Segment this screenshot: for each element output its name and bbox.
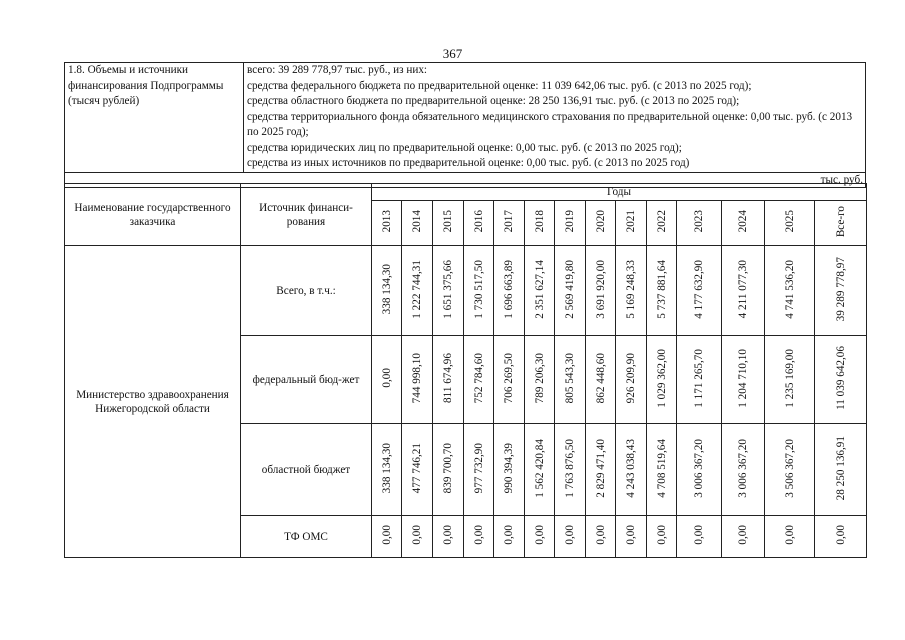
amount-value: 338 134,30 [380,442,393,494]
amount-value: 1 562 420,84 [533,438,546,498]
value-cell [586,336,616,424]
value-cell [586,516,616,558]
funding-source: Всего, в т.ч.: [241,246,372,336]
value-cell [433,424,464,516]
value-cell [815,424,867,516]
customer-name: Министерство здравоохранения Нижегородской области [65,246,241,558]
amount-value: 0,00 [655,525,668,545]
amount-value: 0,00 [783,525,796,545]
value-cell [616,516,647,558]
value-cell [372,246,402,336]
value-cell [647,516,677,558]
funding-source: федеральный бюд-жет [241,336,372,424]
year-header-cell [402,201,433,246]
amount-value: 0,00 [594,525,607,545]
year-header-cell [765,201,815,246]
summary-line: всего: 39 289 778,97 тыс. руб., из них: [247,64,428,76]
amount-value: 5 737 881,64 [655,259,668,319]
value-cell [647,336,677,424]
summary-label: 1.8. Объемы и источники финансирования Подпрограммы (тысяч рублей) [65,63,244,173]
value-cell [433,246,464,336]
value-cell [525,516,555,558]
year-header-cell [433,201,464,246]
year-header-cell [616,201,647,246]
amount-value: 0,00 [533,525,546,545]
value-cell [677,424,722,516]
amount-value: 1 204 710,10 [737,348,749,408]
value-cell [402,336,433,424]
amount-value: 1 235 169,00 [783,348,796,408]
year-header-cell [372,201,402,246]
customer-header: Наименование государственного заказчика [65,184,241,246]
value-cell [464,424,494,516]
amount-value: 0,00 [411,525,423,545]
year-label: Все-го [834,205,847,238]
amount-value: 11 039 642,06 [834,346,847,410]
value-cell [402,424,433,516]
value-cell [586,246,616,336]
amount-value: 0,00 [380,525,393,545]
years-header: Годы [372,184,867,201]
year-header-cell [677,201,722,246]
funding-summary-table [64,62,866,188]
year-label: 2017 [503,210,515,233]
amount-value: 811 674,96 [442,353,454,403]
value-cell [372,516,402,558]
year-label: 2015 [442,210,454,233]
value-cell [765,516,815,558]
amount-value: 926 209,90 [625,352,637,404]
value-cell [372,424,402,516]
value-cell [494,424,525,516]
page-number: 367 [442,46,463,61]
value-cell [722,246,765,336]
year-header-cell [525,201,555,246]
year-label: 2025 [783,210,796,233]
amount-value: 789 206,30 [533,352,546,404]
amount-value: 2 569 419,80 [564,259,576,319]
amount-value: 4 741 536,20 [783,259,796,319]
value-cell [433,516,464,558]
value-cell [677,516,722,558]
amount-value: 3 006 367,20 [693,438,705,498]
amount-value: 1 696 663,89 [503,259,515,319]
year-label: 2019 [564,210,576,233]
year-header-cell [722,201,765,246]
value-cell [494,246,525,336]
value-cell [815,516,867,558]
value-cell [464,516,494,558]
amount-value: 706 269,50 [503,352,515,404]
value-cell [722,516,765,558]
financing-table [64,183,867,558]
value-cell [815,246,867,336]
amount-value: 0,00 [472,525,485,545]
amount-value: 0,00 [380,368,393,388]
year-label: 2014 [411,210,423,233]
amount-value: 0,00 [442,525,454,545]
value-cell [677,336,722,424]
year-header-cell [647,201,677,246]
amount-value: 477 746,21 [411,442,423,494]
value-cell [586,424,616,516]
value-cell [433,336,464,424]
amount-value: 0,00 [834,525,847,545]
value-cell [815,336,867,424]
value-cell [525,246,555,336]
amount-value: 1 651 375,66 [442,259,454,319]
value-cell [555,246,586,336]
amount-value: 0,00 [503,525,515,545]
source-header: Источник финанси-рования [241,184,372,246]
amount-value: 4 177 632,90 [693,259,705,319]
amount-value: 3 691 920,00 [594,259,607,319]
amount-value: 3 506 367,20 [783,438,796,498]
amount-value: 3 006 367,20 [737,438,749,498]
amount-value: 4 708 519,64 [655,438,668,498]
value-cell [494,516,525,558]
amount-value: 1 029 362,00 [655,348,668,408]
summary-line: средства территориального фонда обязательного медицинского страхования по предварительной оценке: 0,00 тыс. руб. (с 2013 по 2025 год); [247,110,853,138]
year-label: 2020 [594,210,607,233]
summary-line: средства из иных источников по предварительной оценке: 0,00 тыс. руб. (с 2013 по 2025 год) [247,157,690,169]
value-cell [677,246,722,336]
year-header-cell [494,201,525,246]
amount-value: 990 394,39 [503,442,515,494]
value-cell [555,336,586,424]
summary-line: средства юридических лиц по предварительной оценке: 0,00 тыс. руб. (с 2013 по 2025 год); [247,141,682,154]
value-cell [525,424,555,516]
value-cell [647,246,677,336]
value-cell [722,424,765,516]
value-cell [494,336,525,424]
amount-value: 5 169 248,33 [625,259,637,319]
year-label: 2024 [737,210,749,233]
year-header-cell [586,201,616,246]
amount-value: 977 732,90 [472,442,485,494]
amount-value: 862 448,60 [594,352,607,404]
value-cell [765,336,815,424]
year-label: 2016 [472,210,485,233]
year-header-cell [464,201,494,246]
funding-source: ТФ ОМС [241,516,372,558]
summary-line: средства федерального бюджета по предварительной оценке: 11 039 642,06 тыс. руб. (с 2013 по 2025 год); [247,79,752,92]
funding-source: областной бюджет [241,424,372,516]
value-cell [616,336,647,424]
amount-value: 0,00 [564,525,576,545]
value-cell [765,246,815,336]
amount-value: 752 784,60 [472,352,485,404]
amount-value: 2 351 627,14 [533,259,546,319]
value-cell [616,424,647,516]
value-cell [402,516,433,558]
amount-value: 744 998,10 [411,352,423,404]
amount-value: 839 700,70 [442,442,454,494]
unit-label: тыс. руб. [65,172,866,187]
year-label: 2023 [693,210,705,233]
amount-value: 805 543,30 [564,352,576,404]
value-cell [765,424,815,516]
year-header-cell [555,201,586,246]
amount-value: 39 289 778,97 [834,256,847,322]
year-label: 2018 [533,210,546,233]
amount-value: 1 730 517,50 [472,259,485,319]
value-cell [722,336,765,424]
amount-value: 1 222 744,31 [411,259,423,319]
amount-value: 4 243 038,43 [625,438,637,498]
amount-value: 1 171 265,70 [693,348,705,408]
value-cell [525,336,555,424]
amount-value: 338 134,30 [380,263,393,315]
amount-value: 2 829 471,40 [594,438,607,498]
value-cell [464,246,494,336]
summary-line: средства областного бюджета по предварительной оценке: 28 250 136,91 тыс. руб. (с 2013 по 2025 год); [247,95,740,107]
year-label: 2013 [380,210,393,233]
value-cell [555,424,586,516]
year-label: 2021 [625,210,637,233]
amount-value: 0,00 [737,525,749,545]
amount-value: 1 763 876,50 [564,438,576,498]
value-cell [372,336,402,424]
value-cell [402,246,433,336]
summary-text [244,63,866,173]
value-cell [616,246,647,336]
amount-value: 0,00 [693,525,705,545]
value-cell [555,516,586,558]
amount-value: 0,00 [625,525,637,545]
amount-value: 4 211 077,30 [737,259,749,319]
amount-value: 28 250 136,91 [834,435,847,501]
value-cell [464,336,494,424]
year-header-cell [815,201,867,246]
value-cell [647,424,677,516]
year-label: 2022 [655,210,668,233]
